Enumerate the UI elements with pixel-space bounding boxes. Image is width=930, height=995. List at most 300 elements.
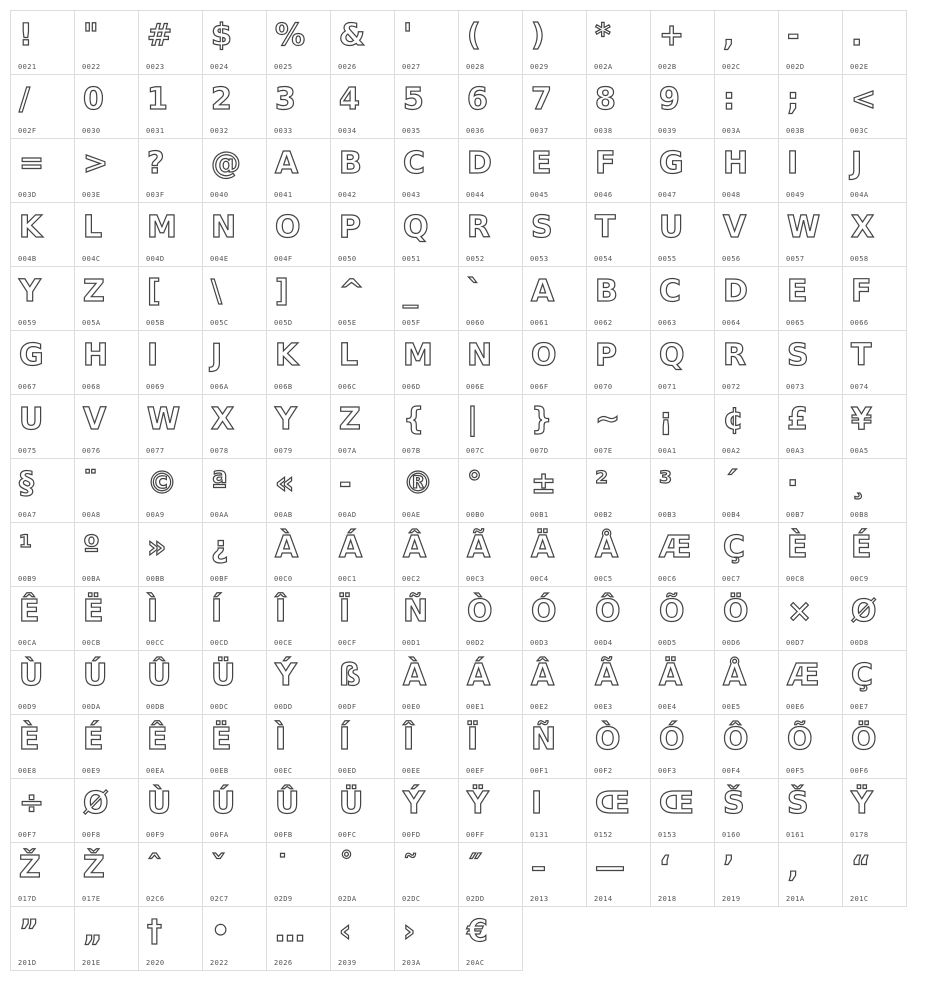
glyph-char: Š xyxy=(723,786,745,821)
glyph-char: R xyxy=(723,338,747,373)
glyph-code: 00D2 xyxy=(466,639,485,647)
glyph-code: 004F xyxy=(274,255,293,263)
glyph-cell xyxy=(842,458,907,523)
glyph-cell xyxy=(458,778,523,843)
glyph-code: 00B7 xyxy=(786,511,805,519)
glyph-char: G xyxy=(659,146,684,181)
glyph-char: Ë xyxy=(211,722,232,757)
glyph-cell xyxy=(650,330,715,395)
glyph-code: 02C6 xyxy=(146,895,165,903)
glyph-char: T xyxy=(851,338,872,373)
glyph-cell xyxy=(394,906,459,971)
glyph-char: Ö xyxy=(723,594,749,629)
glyph-code: 007C xyxy=(466,447,485,455)
glyph-code: 00AE xyxy=(402,511,421,519)
glyph-char: À xyxy=(403,658,427,693)
glyph-grid xyxy=(10,10,920,970)
glyph-code: 2026 xyxy=(274,959,293,967)
glyph-code: 004A xyxy=(850,191,869,199)
glyph-char: ] xyxy=(275,274,289,309)
glyph-code: 0042 xyxy=(338,191,357,199)
glyph-cell xyxy=(138,842,203,907)
glyph-code: 0064 xyxy=(722,319,741,327)
glyph-cell xyxy=(330,906,395,971)
glyph-code: 0021 xyxy=(18,63,37,71)
glyph-cell xyxy=(522,394,587,459)
glyph-cell xyxy=(266,266,331,331)
glyph-char: ? xyxy=(147,146,165,181)
glyph-cell xyxy=(202,842,267,907)
glyph-code: 0073 xyxy=(786,383,805,391)
glyph-code: 00DB xyxy=(146,703,165,711)
glyph-code: 004D xyxy=(146,255,165,263)
glyph-code: 005F xyxy=(402,319,421,327)
glyph-code: 0050 xyxy=(338,255,357,263)
glyph-cell xyxy=(330,10,395,75)
glyph-cell xyxy=(74,202,139,267)
glyph-char: | xyxy=(467,402,478,437)
glyph-char: 7 xyxy=(531,82,552,117)
glyph-cell xyxy=(10,714,75,779)
glyph-char: È xyxy=(787,530,808,565)
glyph-cell xyxy=(842,266,907,331)
glyph-char: Â xyxy=(403,530,427,565)
glyph-char: Å xyxy=(723,658,747,693)
glyph-code: 00CE xyxy=(274,639,293,647)
glyph-code: 00F7 xyxy=(18,831,37,839)
glyph-cell xyxy=(842,778,907,843)
glyph-char: Ï xyxy=(467,722,479,757)
glyph-code: 003B xyxy=(786,127,805,135)
glyph-cell xyxy=(714,394,779,459)
glyph-cell xyxy=(842,138,907,203)
glyph-code: 2013 xyxy=(530,895,549,903)
glyph-cell xyxy=(522,74,587,139)
glyph-code: 0026 xyxy=(338,63,357,71)
glyph-code: 02D9 xyxy=(274,895,293,903)
glyph-code: 002E xyxy=(850,63,869,71)
glyph-char: ± xyxy=(531,466,557,501)
glyph-cell xyxy=(778,714,843,779)
glyph-cell xyxy=(74,458,139,523)
glyph-char: À xyxy=(275,530,299,565)
glyph-code: 00D8 xyxy=(850,639,869,647)
glyph-code: 0035 xyxy=(402,127,421,135)
glyph-code: 0063 xyxy=(658,319,677,327)
glyph-char: N xyxy=(211,210,237,245)
glyph-char: ¿ xyxy=(211,530,229,565)
glyph-char: A xyxy=(275,146,299,181)
glyph-char: * xyxy=(595,18,611,53)
glyph-cell xyxy=(842,330,907,395)
glyph-code: 00FF xyxy=(466,831,485,839)
glyph-char: ˝ xyxy=(467,850,482,885)
glyph-char: Ú xyxy=(211,786,236,821)
glyph-char: V xyxy=(83,402,107,437)
glyph-cell xyxy=(842,202,907,267)
glyph-code: 00D9 xyxy=(18,703,37,711)
glyph-code: 0048 xyxy=(722,191,741,199)
glyph-cell xyxy=(650,74,715,139)
glyph-code: 0062 xyxy=(594,319,613,327)
glyph-char: » xyxy=(147,530,167,565)
glyph-code: 0037 xyxy=(530,127,549,135)
glyph-char: ‚ xyxy=(787,850,799,885)
glyph-cell xyxy=(650,394,715,459)
glyph-code: 006B xyxy=(274,383,293,391)
glyph-code: 00F2 xyxy=(594,767,613,775)
glyph-char: ' xyxy=(403,18,413,53)
glyph-char: — xyxy=(595,850,625,885)
glyph-code: 0079 xyxy=(274,447,293,455)
glyph-code: 00FA xyxy=(210,831,229,839)
glyph-char: Ž xyxy=(83,850,105,885)
glyph-cell xyxy=(586,202,651,267)
glyph-cell xyxy=(650,522,715,587)
glyph-cell xyxy=(650,586,715,651)
glyph-code: 00BA xyxy=(82,575,101,583)
glyph-code: 00B0 xyxy=(466,511,485,519)
glyph-cell xyxy=(650,778,715,843)
glyph-char: Ó xyxy=(531,594,557,629)
glyph-code: 005D xyxy=(274,319,293,327)
glyph-code: 00B8 xyxy=(850,511,869,519)
glyph-code: 017D xyxy=(18,895,37,903)
glyph-char: 6 xyxy=(467,82,488,117)
glyph-cell xyxy=(586,74,651,139)
glyph-cell xyxy=(138,650,203,715)
glyph-code: 0078 xyxy=(210,447,229,455)
glyph-cell xyxy=(586,138,651,203)
glyph-cell xyxy=(138,266,203,331)
glyph-char: º xyxy=(83,530,100,565)
glyph-code: 00C3 xyxy=(466,575,485,583)
glyph-code: 00E6 xyxy=(786,703,805,711)
glyph-char: Ó xyxy=(659,722,685,757)
glyph-char: W xyxy=(147,402,181,437)
glyph-cell xyxy=(10,842,75,907)
glyph-code: 00E5 xyxy=(722,703,741,711)
glyph-code: 00C2 xyxy=(402,575,421,583)
glyph-cell xyxy=(522,330,587,395)
glyph-char: E xyxy=(787,274,808,309)
glyph-code: 0054 xyxy=(594,255,613,263)
glyph-code: 002F xyxy=(18,127,37,135)
glyph-cell xyxy=(842,522,907,587)
glyph-code: 0034 xyxy=(338,127,357,135)
glyph-char: S xyxy=(787,338,809,373)
glyph-code: 20AC xyxy=(466,959,485,967)
glyph-code: 2019 xyxy=(722,895,741,903)
glyph-char: Ã xyxy=(467,530,491,565)
glyph-cell xyxy=(842,10,907,75)
glyph-cell xyxy=(458,394,523,459)
glyph-code: 006A xyxy=(210,383,229,391)
glyph-code: 0029 xyxy=(530,63,549,71)
glyph-cell xyxy=(458,650,523,715)
glyph-code: 00CD xyxy=(210,639,229,647)
glyph-cell xyxy=(522,842,587,907)
glyph-code: 00EB xyxy=(210,767,229,775)
glyph-cell xyxy=(330,778,395,843)
glyph-char: ˆ xyxy=(147,850,162,885)
glyph-cell xyxy=(458,458,523,523)
glyph-code: 00AD xyxy=(338,511,357,519)
glyph-cell xyxy=(842,394,907,459)
glyph-cell xyxy=(202,650,267,715)
glyph-char: $ xyxy=(211,18,232,53)
glyph-code: 00A2 xyxy=(722,447,741,455)
glyph-char: „ xyxy=(83,914,103,949)
glyph-char: O xyxy=(531,338,557,373)
glyph-code: 02DD xyxy=(466,895,485,903)
glyph-char: Ÿ xyxy=(851,786,873,821)
glyph-char: B xyxy=(595,274,618,309)
glyph-code: 00E4 xyxy=(658,703,677,711)
glyph-char: Á xyxy=(339,530,363,565)
glyph-cell xyxy=(138,586,203,651)
glyph-char: 0 xyxy=(83,82,104,117)
glyph-cell xyxy=(202,906,267,971)
glyph-cell xyxy=(202,394,267,459)
glyph-code: 00AA xyxy=(210,511,229,519)
glyph-code: 0068 xyxy=(82,383,101,391)
glyph-code: 0055 xyxy=(658,255,677,263)
glyph-cell xyxy=(266,714,331,779)
glyph-code: 00C4 xyxy=(530,575,549,583)
glyph-cell xyxy=(74,778,139,843)
glyph-cell xyxy=(202,330,267,395)
glyph-char: K xyxy=(19,210,43,245)
glyph-cell xyxy=(202,458,267,523)
glyph-char: ” xyxy=(19,914,39,949)
glyph-cell xyxy=(522,10,587,75)
glyph-code: 00EA xyxy=(146,767,165,775)
glyph-code: 00E7 xyxy=(850,703,869,711)
glyph-cell xyxy=(714,458,779,523)
glyph-char: Œ xyxy=(659,786,695,821)
glyph-char: ¥ xyxy=(851,402,872,437)
glyph-char: ^ xyxy=(339,274,365,309)
glyph-cell xyxy=(458,202,523,267)
glyph-char: Í xyxy=(211,594,223,629)
glyph-char: ° xyxy=(467,466,482,501)
glyph-code: 0075 xyxy=(18,447,37,455)
glyph-char: A xyxy=(531,274,555,309)
glyph-char: Í xyxy=(339,722,351,757)
glyph-cell xyxy=(266,842,331,907)
glyph-cell xyxy=(330,138,395,203)
glyph-char: Z xyxy=(339,402,361,437)
glyph-cell xyxy=(266,586,331,651)
glyph-char: Î xyxy=(403,722,415,757)
glyph-cell xyxy=(266,202,331,267)
glyph-char: 8 xyxy=(595,82,616,117)
glyph-code: 0066 xyxy=(850,319,869,327)
glyph-cell xyxy=(10,778,75,843)
glyph-code: 005B xyxy=(146,319,165,327)
glyph-char: T xyxy=(595,210,616,245)
glyph-char: ÷ xyxy=(19,786,45,821)
glyph-char: ˚ xyxy=(339,850,354,885)
glyph-char: ³ xyxy=(659,466,673,501)
glyph-char: Û xyxy=(147,658,172,693)
glyph-cell xyxy=(778,202,843,267)
glyph-char: 9 xyxy=(659,82,680,117)
glyph-char: Á xyxy=(467,658,491,693)
glyph-code: 00C8 xyxy=(786,575,805,583)
glyph-cell xyxy=(10,202,75,267)
glyph-char: ¸ xyxy=(851,466,866,501)
glyph-cell xyxy=(714,74,779,139)
glyph-cell xyxy=(586,586,651,651)
glyph-code: 0061 xyxy=(530,319,549,327)
glyph-code: 203A xyxy=(402,959,421,967)
glyph-char: È xyxy=(19,722,40,757)
glyph-cell xyxy=(714,138,779,203)
glyph-cell xyxy=(138,906,203,971)
glyph-code: 00F8 xyxy=(82,831,101,839)
glyph-code: 007E xyxy=(594,447,613,455)
glyph-code: 0077 xyxy=(146,447,165,455)
glyph-cell xyxy=(394,714,459,779)
glyph-cell xyxy=(138,714,203,779)
glyph-code: 0070 xyxy=(594,383,613,391)
glyph-cell xyxy=(74,138,139,203)
glyph-cell xyxy=(266,906,331,971)
glyph-cell xyxy=(714,266,779,331)
glyph-cell xyxy=(522,138,587,203)
glyph-char: ) xyxy=(531,18,545,53)
glyph-code: 0057 xyxy=(786,255,805,263)
glyph-code: 00A3 xyxy=(786,447,805,455)
glyph-cell xyxy=(842,714,907,779)
glyph-code: 00E9 xyxy=(82,767,101,775)
glyph-code: 00C5 xyxy=(594,575,613,583)
glyph-code: 2018 xyxy=(658,895,677,903)
glyph-char: U xyxy=(19,402,44,437)
glyph-code: 00DA xyxy=(82,703,101,711)
glyph-cell xyxy=(138,138,203,203)
glyph-code: 00B2 xyxy=(594,511,613,519)
glyph-code: 0052 xyxy=(466,255,485,263)
glyph-char: ‹ xyxy=(339,914,352,949)
glyph-char: G xyxy=(19,338,44,373)
glyph-code: 00DD xyxy=(274,703,293,711)
glyph-cell xyxy=(138,458,203,523)
glyph-cell xyxy=(138,330,203,395)
glyph-char: ; xyxy=(787,82,799,117)
glyph-char: C xyxy=(659,274,682,309)
glyph-cell xyxy=(842,650,907,715)
glyph-cell xyxy=(330,394,395,459)
glyph-code: 0025 xyxy=(274,63,293,71)
glyph-char: M xyxy=(147,210,177,245)
glyph-code: 0051 xyxy=(402,255,421,263)
glyph-cell xyxy=(330,842,395,907)
glyph-code: 00F1 xyxy=(530,767,549,775)
glyph-cell xyxy=(522,586,587,651)
glyph-code: 007D xyxy=(530,447,549,455)
glyph-cell xyxy=(714,714,779,779)
glyph-cell xyxy=(74,906,139,971)
glyph-cell xyxy=(138,778,203,843)
glyph-cell xyxy=(266,458,331,523)
glyph-cell xyxy=(522,778,587,843)
glyph-char: Æ xyxy=(659,530,692,565)
glyph-cell xyxy=(10,522,75,587)
glyph-cell xyxy=(650,842,715,907)
glyph-code: 00F6 xyxy=(850,767,869,775)
glyph-code: 004B xyxy=(18,255,37,263)
glyph-char: R xyxy=(467,210,491,245)
glyph-cell xyxy=(138,394,203,459)
glyph-cell xyxy=(458,906,523,971)
glyph-char: \ xyxy=(211,274,222,309)
glyph-cell xyxy=(10,586,75,651)
glyph-cell xyxy=(74,330,139,395)
glyph-cell xyxy=(10,330,75,395)
glyph-char: 4 xyxy=(339,82,360,117)
glyph-cell xyxy=(74,394,139,459)
glyph-cell xyxy=(586,778,651,843)
glyph-char: { xyxy=(403,402,425,437)
glyph-code: 02DC xyxy=(402,895,421,903)
glyph-cell xyxy=(266,74,331,139)
glyph-code: 007B xyxy=(402,447,421,455)
glyph-char: † xyxy=(147,914,162,949)
glyph-cell xyxy=(778,778,843,843)
glyph-cell xyxy=(74,842,139,907)
glyph-char: I xyxy=(531,786,543,821)
glyph-char: < xyxy=(851,82,877,117)
glyph-char: Ç xyxy=(851,658,874,693)
glyph-char: Ý xyxy=(275,658,297,693)
glyph-code: 0046 xyxy=(594,191,613,199)
glyph-code: 00C7 xyxy=(722,575,741,583)
glyph-cell xyxy=(394,650,459,715)
glyph-code: 00C6 xyxy=(658,575,677,583)
glyph-code: 0049 xyxy=(786,191,805,199)
glyph-code: 201D xyxy=(18,959,37,967)
glyph-cell xyxy=(650,650,715,715)
glyph-cell xyxy=(778,458,843,523)
glyph-char: Õ xyxy=(659,594,685,629)
glyph-code: 004C xyxy=(82,255,101,263)
glyph-code: 00E2 xyxy=(530,703,549,711)
glyph-char: Î xyxy=(275,594,287,629)
glyph-cell xyxy=(458,842,523,907)
glyph-cell xyxy=(650,458,715,523)
glyph-cell xyxy=(714,650,779,715)
glyph-char: E xyxy=(531,146,552,181)
glyph-code: 00BF xyxy=(210,575,229,583)
glyph-cell xyxy=(10,458,75,523)
glyph-code: 00D4 xyxy=(594,639,613,647)
glyph-cell xyxy=(458,714,523,779)
glyph-code: 00FB xyxy=(274,831,293,839)
glyph-cell xyxy=(74,10,139,75)
glyph-char: £ xyxy=(787,402,808,437)
glyph-code: 006D xyxy=(402,383,421,391)
glyph-code: 00FD xyxy=(402,831,421,839)
glyph-char: D xyxy=(723,274,748,309)
glyph-char: × xyxy=(787,594,813,629)
glyph-char: · xyxy=(787,466,799,501)
glyph-char: Ø xyxy=(83,786,109,821)
glyph-code: 003E xyxy=(82,191,101,199)
glyph-char: Ü xyxy=(211,658,236,693)
